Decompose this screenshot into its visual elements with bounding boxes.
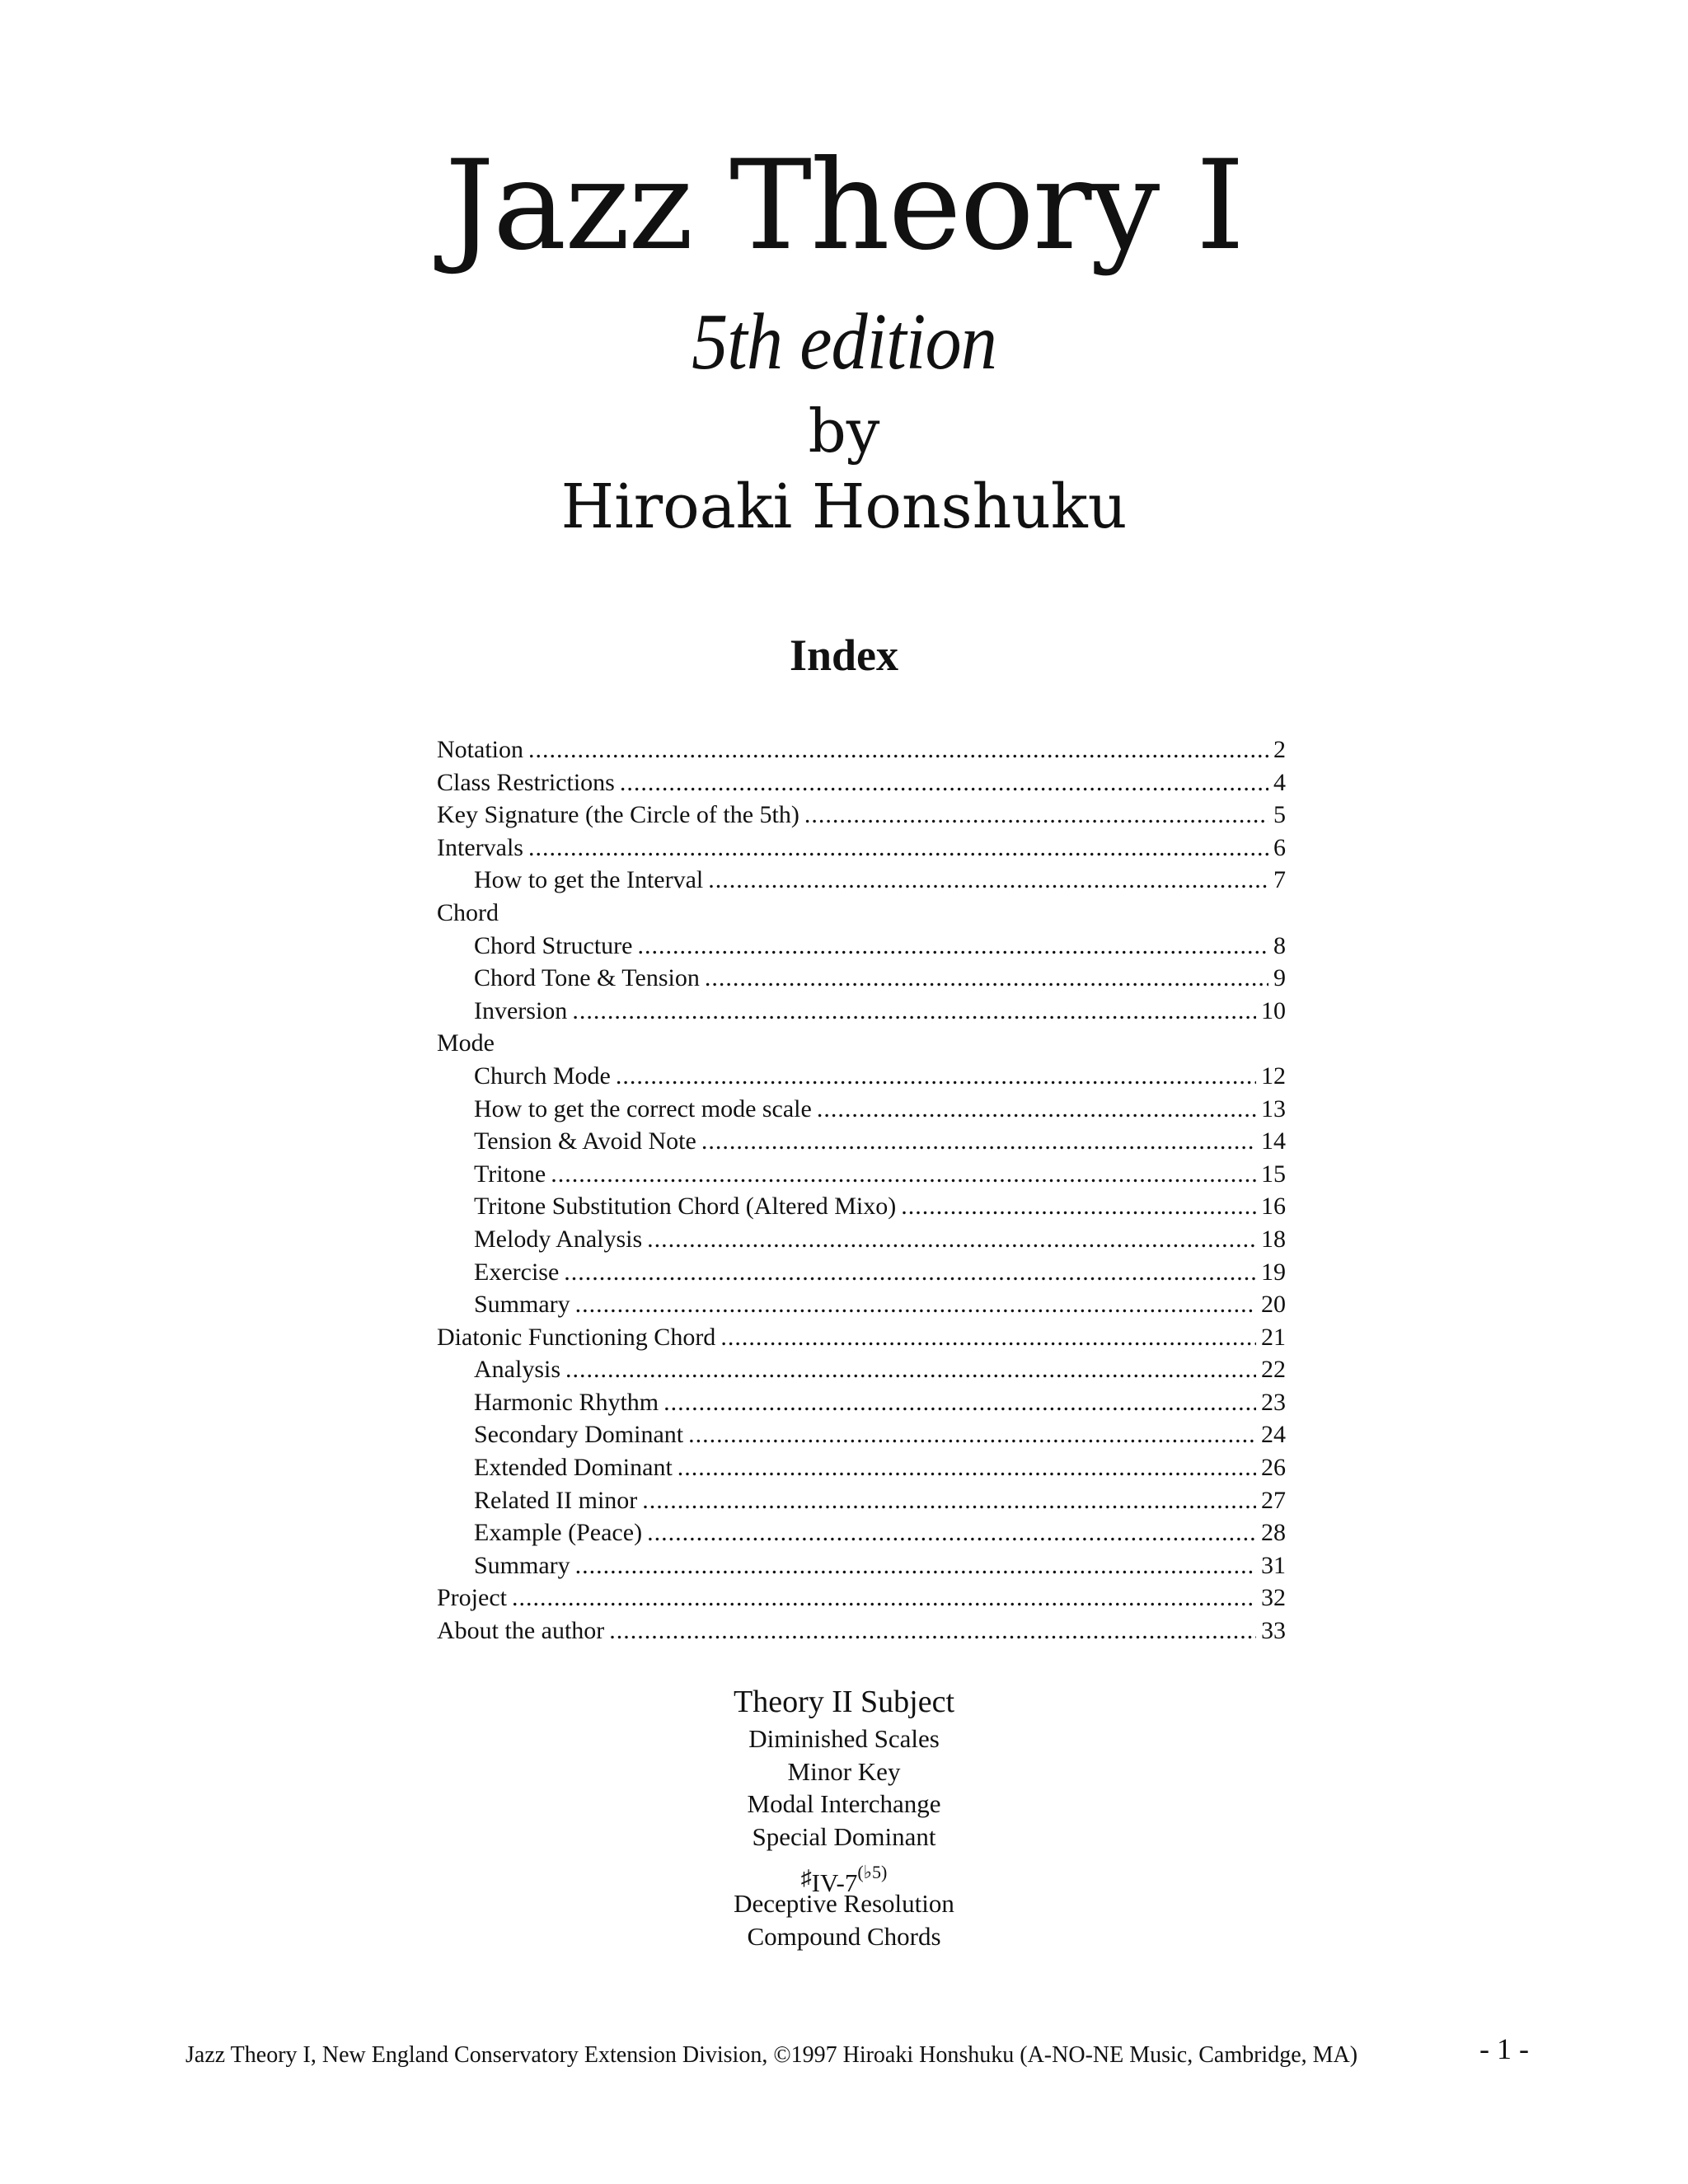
toc-entry-label: Summary	[474, 1291, 570, 1319]
toc-entry-label: Exercise	[474, 1258, 560, 1286]
toc-entry	[437, 733, 1286, 766]
toc-entry	[437, 1386, 1286, 1419]
toc-entry-label: Intervals	[437, 833, 523, 861]
toc-entry-label: Notation	[437, 736, 523, 763]
toc-dot-leader	[609, 1615, 1256, 1647]
toc-entry-label: Mode	[437, 1029, 495, 1057]
toc-entry	[437, 799, 1286, 832]
toc-entry	[437, 962, 1286, 995]
toc-entry	[437, 1549, 1286, 1582]
toc-entry-label: Related II minor	[474, 1486, 638, 1514]
toc-entry-label: Summary	[474, 1551, 570, 1579]
toc-entry	[437, 1615, 1286, 1647]
toc-entry	[437, 995, 1286, 1028]
toc-entry	[437, 1093, 1286, 1126]
toc-entry-page: 26	[1261, 1454, 1286, 1482]
toc-entry-page: 22	[1261, 1356, 1286, 1384]
toc-entry-label: Diatonic Functioning Chord	[437, 1323, 716, 1351]
toc-entry	[437, 766, 1286, 799]
toc-entry-page: 15	[1261, 1160, 1286, 1188]
toc-entry-label: Chord Tone & Tension	[474, 964, 700, 992]
toc-entry-label: Secondary Dominant	[474, 1421, 684, 1449]
toc-entry-label: Class Restrictions	[437, 768, 615, 796]
toc-entry-page: 13	[1261, 1094, 1286, 1122]
index-heading: Index	[789, 630, 899, 680]
footer-copyright: Jazz Theory I, New England Conservatory Extension Division, ©1997 Hiroaki Honshuku (A-NO-NE Music, Cambridge, MA)	[185, 2042, 1358, 2068]
toc-entry-page: 7	[1273, 866, 1286, 894]
theory-ii-item: Diminished Scales	[748, 1724, 940, 1753]
toc-entry	[437, 1223, 1286, 1256]
theory-ii-item: Special Dominant	[752, 1821, 936, 1851]
theory-ii-item: Compound Chords	[747, 1921, 941, 1951]
toc-entry-page: 33	[1261, 1617, 1286, 1645]
toc-entry	[437, 1060, 1286, 1093]
toc-dot-leader	[642, 1484, 1256, 1517]
toc-entry-label: Harmonic Rhythm	[474, 1388, 659, 1416]
document-title: Jazz Theory I	[444, 134, 1244, 278]
toc-entry-label: Example (Peace)	[474, 1519, 643, 1547]
toc-dot-leader	[528, 733, 1268, 766]
toc-entry-label: Tritone Substitution Chord (Altered Mixo)	[474, 1193, 897, 1221]
toc-dot-leader	[528, 832, 1268, 865]
theory-ii-chord-symbol	[0, 1853, 1688, 1898]
author-name: Hiroaki Honshuku	[560, 471, 1128, 542]
toc-dot-leader	[705, 962, 1268, 995]
toc-entry-label: Extended Dominant	[474, 1454, 673, 1482]
toc-dot-leader	[551, 1158, 1256, 1191]
toc-dot-leader	[564, 1256, 1256, 1289]
toc-dot-leader	[817, 1093, 1256, 1126]
toc-entry	[437, 1516, 1286, 1549]
by-line: by	[808, 396, 880, 466]
toc-entry-label: Chord	[437, 898, 499, 926]
toc-dot-leader	[647, 1223, 1256, 1256]
toc-entry-label: How to get the Interval	[474, 866, 704, 894]
toc-dot-leader	[575, 1288, 1256, 1321]
toc-entry	[437, 1288, 1286, 1321]
toc-entry-label: Chord Structure	[474, 931, 633, 959]
toc-entry-page: 24	[1261, 1421, 1286, 1449]
toc-entry	[437, 1158, 1286, 1191]
toc-entry-label: Project	[437, 1584, 507, 1612]
toc-dot-leader	[688, 1418, 1256, 1451]
toc-entry	[437, 1451, 1286, 1484]
edition-subtitle: 5th edition	[692, 298, 996, 387]
toc-dot-leader	[701, 1125, 1256, 1158]
theory-ii-item: Modal Interchange	[747, 1789, 941, 1819]
theory-ii-item: Deceptive Resolution	[734, 1889, 954, 1919]
page-number: - 1 -	[1479, 2032, 1529, 2065]
toc-entry	[437, 930, 1286, 963]
toc-dot-leader	[616, 1060, 1256, 1093]
toc-entry	[437, 1321, 1286, 1354]
theory-ii-heading: Theory II Subject	[733, 1685, 955, 1719]
toc-entry	[437, 1582, 1286, 1615]
toc-dot-leader	[901, 1190, 1256, 1223]
toc-entry-label: Inversion	[474, 996, 568, 1024]
toc-entry-page: 5	[1273, 801, 1286, 829]
toc-entry-page: 27	[1261, 1486, 1286, 1514]
toc-entry-page: 18	[1261, 1225, 1286, 1253]
toc-entry-page: 14	[1261, 1127, 1286, 1155]
toc-entry	[437, 1190, 1286, 1223]
toc-dot-leader	[620, 766, 1268, 799]
toc-dot-leader	[512, 1582, 1256, 1615]
toc-entry-label: About the author	[437, 1617, 605, 1645]
toc-entry	[437, 1418, 1286, 1451]
toc-entry-label: Tension & Avoid Note	[474, 1127, 696, 1155]
chord-symbol-superscript: (♭5)	[857, 1862, 888, 1883]
sharp-accidental: ♯	[800, 1866, 812, 1891]
toc-entry-page: 2	[1273, 736, 1286, 763]
toc-entry	[437, 1027, 1286, 1060]
toc-entry-page: 4	[1273, 768, 1286, 796]
toc-dot-leader	[678, 1451, 1256, 1484]
theory-ii-list	[0, 1722, 1688, 1953]
toc-entry-page: 28	[1261, 1519, 1286, 1547]
toc-entry-page: 6	[1273, 833, 1286, 861]
toc-dot-leader	[708, 864, 1268, 897]
toc-dot-leader	[637, 930, 1268, 963]
toc-entry-page: 32	[1261, 1584, 1286, 1612]
toc-dot-leader	[720, 1321, 1256, 1354]
toc-entry-label: Melody Analysis	[474, 1225, 643, 1253]
toc-entry-page: 16	[1261, 1193, 1286, 1221]
toc-entry	[437, 1125, 1286, 1158]
toc-entry	[437, 864, 1286, 897]
toc-dot-leader	[804, 799, 1268, 832]
toc-entry-label: Church Mode	[474, 1062, 611, 1090]
toc-entry-label: Key Signature (the Circle of the 5th)	[437, 801, 799, 829]
toc-dot-leader	[575, 1549, 1256, 1582]
toc-entry	[437, 1256, 1286, 1289]
toc-entry-label: Analysis	[474, 1356, 560, 1384]
toc-entry-page: 21	[1261, 1323, 1286, 1351]
toc-entry-page: 20	[1261, 1291, 1286, 1319]
theory-ii-subject-section	[0, 1681, 1688, 1953]
toc-entry-page: 8	[1273, 931, 1286, 959]
table-of-contents	[437, 733, 1286, 1647]
toc-entry-page: 10	[1261, 996, 1286, 1024]
chord-symbol-base: IV-7	[811, 1868, 858, 1898]
toc-entry-label: Tritone	[474, 1160, 546, 1188]
toc-dot-leader	[572, 995, 1256, 1028]
toc-entry-page: 19	[1261, 1258, 1286, 1286]
toc-entry	[437, 897, 1286, 930]
toc-entry-page: 9	[1273, 964, 1286, 992]
toc-entry-page: 23	[1261, 1388, 1286, 1416]
toc-dot-leader	[663, 1386, 1256, 1419]
toc-entry-page: 12	[1261, 1062, 1286, 1090]
toc-entry-label: How to get the correct mode scale	[474, 1094, 812, 1122]
toc-entry-page: 31	[1261, 1551, 1286, 1579]
toc-dot-leader	[565, 1353, 1256, 1386]
toc-entry	[437, 1484, 1286, 1517]
toc-entry	[437, 832, 1286, 865]
toc-dot-leader	[647, 1516, 1256, 1549]
theory-ii-item: Minor Key	[787, 1756, 901, 1786]
toc-entry	[437, 1353, 1286, 1386]
